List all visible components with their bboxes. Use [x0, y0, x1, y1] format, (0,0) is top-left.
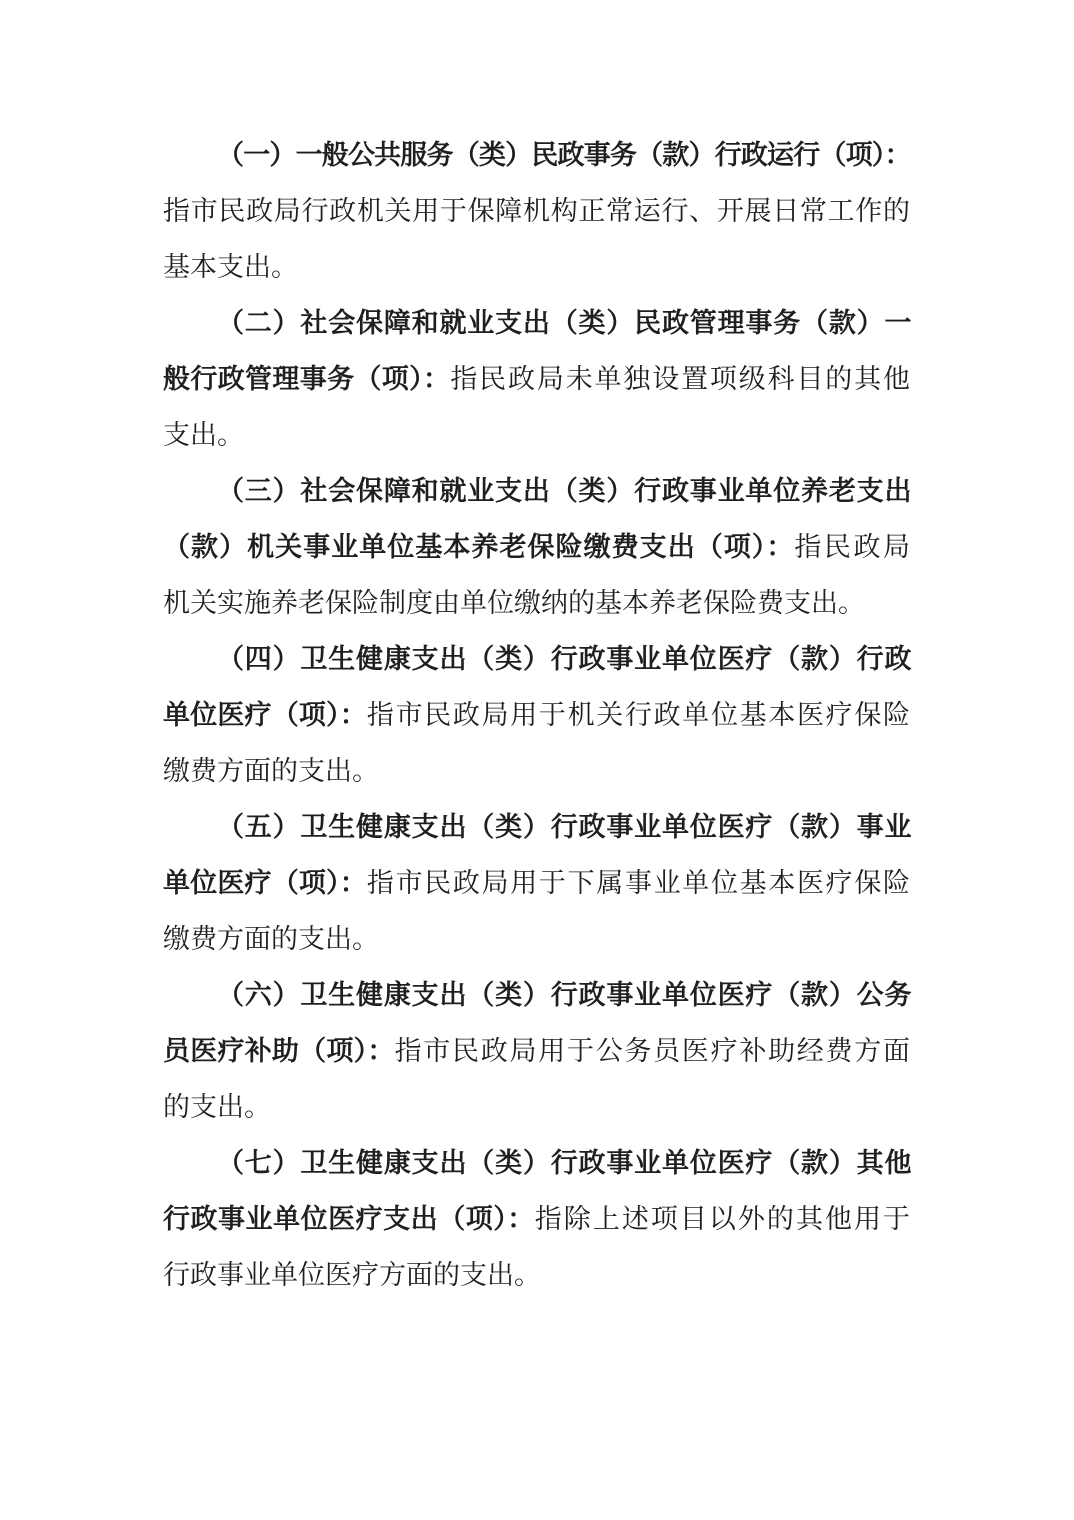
- heading-segment: （六）卫生健康支出（类）行政事业单位医疗（款）公务: [217, 980, 910, 1010]
- text-line: [163, 183, 910, 239]
- text-line: [163, 127, 910, 183]
- text-line: [163, 295, 910, 351]
- body-segment: 支出。: [163, 420, 244, 450]
- paragraph-3: [163, 463, 910, 631]
- body-segment: 指市民政局用于下属事业单位基本医疗保险: [366, 868, 911, 898]
- text-line: [163, 855, 910, 911]
- body-segment: 的支出。: [163, 1092, 271, 1122]
- body-segment: 机关实施养老保险制度由单位缴纳的基本养老保险费支出。: [163, 588, 865, 618]
- heading-segment: （四）卫生健康支出（类）行政事业单位医疗（款）行政: [217, 644, 910, 674]
- text-line: [163, 1079, 910, 1135]
- body-segment: 指市民政局用于机关行政单位基本医疗保险: [366, 700, 911, 730]
- body-segment: 指市民政局行政机关用于保障机构正常运行、开展日常工作的: [163, 196, 910, 226]
- heading-segment: 单位医疗（项）：: [163, 868, 367, 898]
- heading-segment: 行政事业单位医疗支出（项）：: [163, 1204, 535, 1234]
- paragraph-6: [163, 967, 910, 1135]
- text-line: [163, 463, 910, 519]
- heading-segment: （五）卫生健康支出（类）行政事业单位医疗（款）事业: [217, 812, 910, 842]
- heading-segment: 单位医疗（项）：: [163, 700, 367, 730]
- text-line: [163, 1023, 910, 1079]
- paragraph-5: [163, 799, 910, 967]
- document-body: [163, 127, 910, 1303]
- text-line: [163, 799, 910, 855]
- text-line: [163, 967, 910, 1023]
- body-segment: 缴费方面的支出。: [163, 756, 379, 786]
- heading-segment: （三）社会保障和就业支出（类）行政事业单位养老支出: [217, 476, 910, 506]
- heading-segment: （二）社会保障和就业支出（类）民政管理事务（款）一: [217, 308, 910, 338]
- text-line: [163, 743, 910, 799]
- text-line: [163, 1247, 910, 1303]
- body-segment: 指民政局: [794, 532, 911, 562]
- text-line: [163, 407, 910, 463]
- text-line: [163, 575, 910, 631]
- heading-segment: （一）一般公共服务（类）民政事务（款）行政运行（项）：: [217, 140, 910, 170]
- text-line: [163, 1191, 910, 1247]
- body-segment: 指民政局未单独设置项级科目的其他: [450, 364, 911, 394]
- body-segment: 基本支出。: [163, 252, 298, 282]
- heading-segment: （七）卫生健康支出（类）行政事业单位医疗（款）其他: [217, 1148, 910, 1178]
- heading-segment: 般行政管理事务（项）：: [163, 364, 451, 394]
- body-segment: 缴费方面的支出。: [163, 924, 379, 954]
- body-segment: 指除上述项目以外的其他用于: [534, 1204, 911, 1234]
- heading-segment: （款）机关事业单位基本养老保险缴费支出（项）：: [163, 532, 795, 562]
- text-line: [163, 687, 910, 743]
- text-line: [163, 911, 910, 967]
- text-line: [163, 519, 910, 575]
- text-line: [163, 239, 910, 295]
- text-line: [163, 631, 910, 687]
- body-segment: 指市民政局用于公务员医疗补助经费方面: [394, 1036, 911, 1066]
- text-line: [163, 351, 910, 407]
- paragraph-4: [163, 631, 910, 799]
- paragraph-1: [163, 127, 910, 295]
- paragraph-7: [163, 1135, 910, 1303]
- body-segment: 行政事业单位医疗方面的支出。: [163, 1260, 541, 1290]
- heading-segment: 员医疗补助（项）：: [163, 1036, 395, 1066]
- paragraph-2: [163, 295, 910, 463]
- text-line: [163, 1135, 910, 1191]
